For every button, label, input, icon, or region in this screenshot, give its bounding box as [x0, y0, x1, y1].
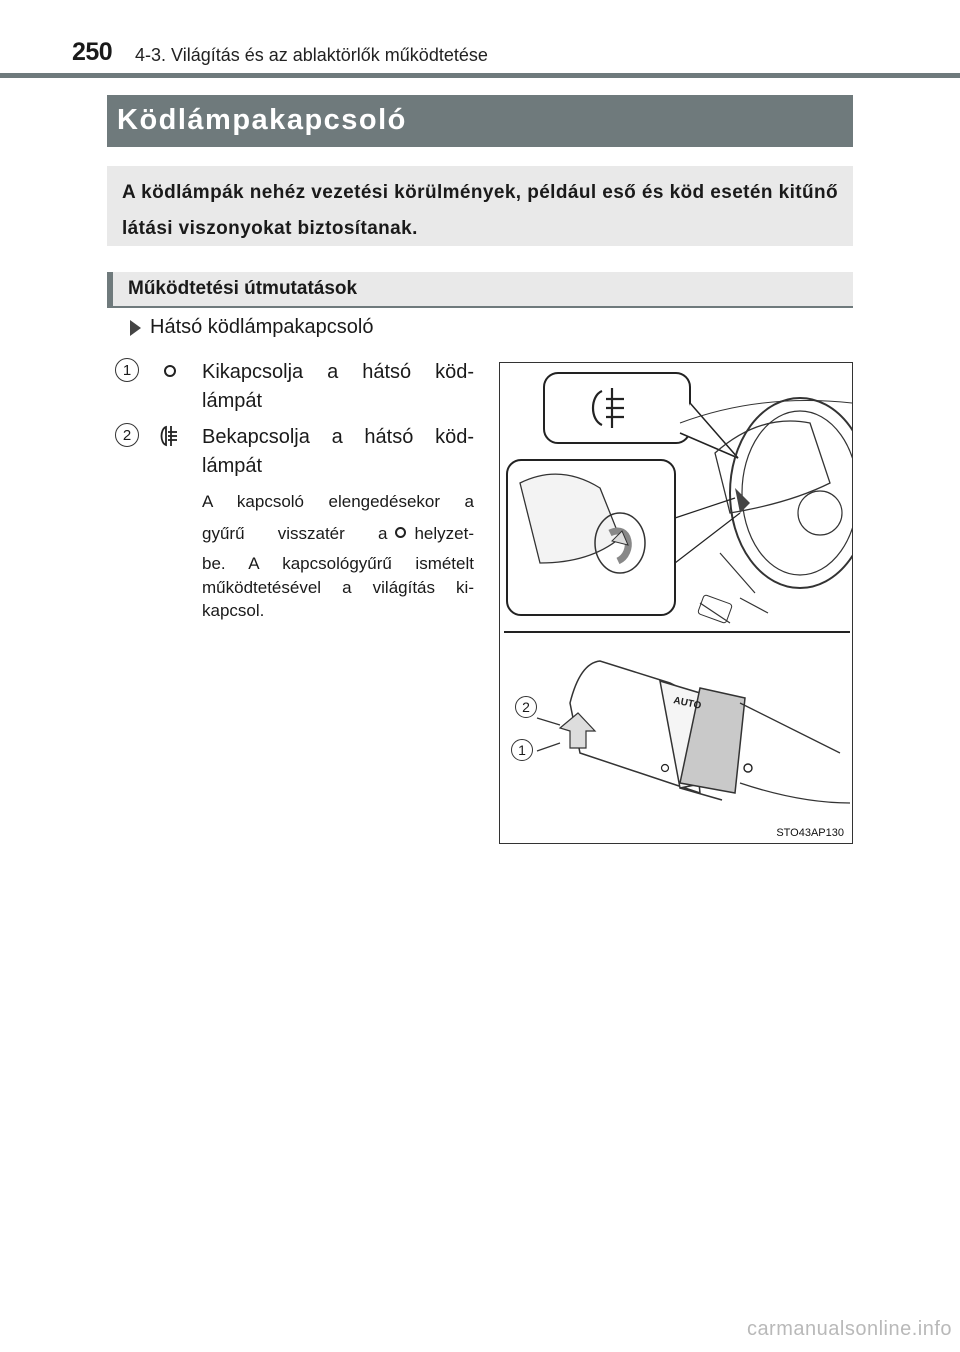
sub-heading: Működtetési útmutatások: [128, 278, 358, 299]
note-line-2: [202, 524, 474, 544]
section-title-bar: [107, 95, 853, 147]
list-number-2: 2: [115, 423, 139, 447]
item-heading: Hátsó ködlámpakapcsoló: [150, 316, 374, 338]
page-number: 250: [72, 38, 113, 66]
inline-off-position-icon: [395, 527, 406, 538]
note-line-2-after: helyzet-: [414, 524, 474, 543]
list-number-1: 1: [115, 358, 139, 382]
intro-text: A ködlámpák nehéz vezetési körülmények, például eső és köd esetén kitűnő látási viszonyokat biztosítanak.: [122, 182, 838, 239]
illustration-drawing: [500, 363, 853, 844]
header-rule: [0, 73, 960, 78]
sub-heading-box: [107, 272, 853, 308]
intro-box: [107, 166, 853, 246]
item-2-text-line2: lámpát: [202, 455, 263, 477]
switch-auto-label: AUTO: [672, 695, 703, 712]
note-line-5: kapcsol.: [202, 601, 265, 620]
fog-switch-illustration: [499, 362, 853, 844]
item-2-text-line1: Bekapcsolja a hátsó köd-: [202, 426, 474, 448]
note-line-4: működtetésével a világítás ki-: [202, 578, 474, 597]
off-position-icon: [164, 365, 176, 377]
note-line-2-before: gyűrű visszatér a: [202, 524, 388, 543]
callout-number-1: 1: [511, 739, 533, 761]
item-1-text-line1: Kikapcsolja a hátsó köd-: [202, 361, 474, 383]
triangle-bullet-icon: [130, 320, 141, 336]
figure-code: STO43AP130: [776, 827, 844, 839]
note-line-3: be. A kapcsológyűrű ismételt: [202, 554, 474, 573]
item-1-text-line2: lámpát: [202, 390, 263, 412]
callout-number-2: 2: [515, 696, 537, 718]
section-title: Ködlámpakapcsoló: [117, 104, 407, 136]
rear-fog-light-icon: [157, 424, 185, 448]
chapter-title: 4-3. Világítás és az ablaktörlők működtetése: [135, 45, 488, 65]
item-heading-row: [130, 316, 373, 339]
note-line-1: A kapcsoló elengedésekor a: [202, 492, 474, 511]
watermark: carmanualsonline.info: [746, 1318, 952, 1340]
